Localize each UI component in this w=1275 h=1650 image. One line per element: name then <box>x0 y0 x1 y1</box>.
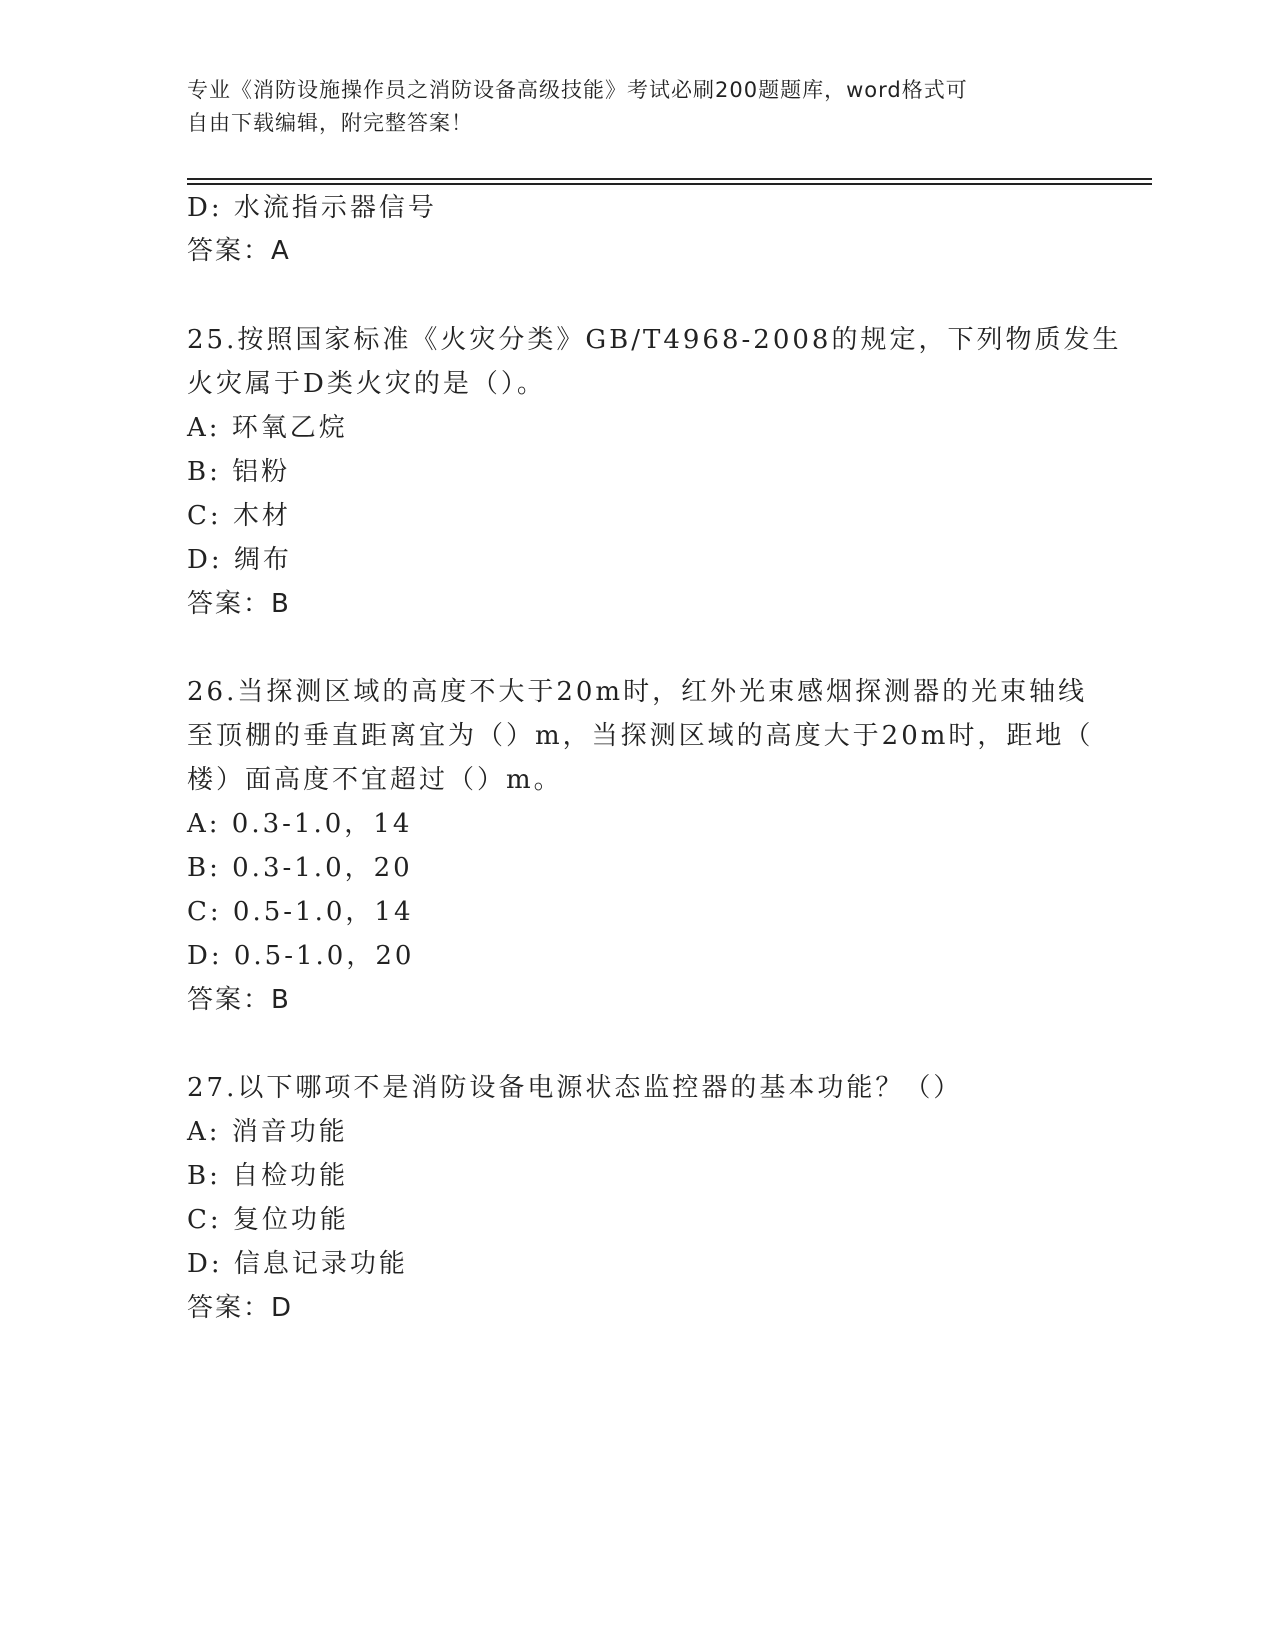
answer-line: 答案：B <box>187 985 291 1015</box>
question-stem-line: 27.以下哪项不是消防设备电源状态监控器的基本功能？（） <box>187 1073 963 1103</box>
question-stem-line: 25.按照国家标准《火灾分类》GB/T4968-2008的规定，下列物质发生 <box>187 325 1122 355</box>
option-c: C: 木材 <box>187 501 291 531</box>
question-stem-line: 至顶棚的垂直距离宜为（）m，当探测区域的高度大于20m时，距地（ <box>187 721 1094 751</box>
prev-question-answer: 答案：A <box>187 236 291 266</box>
answer-line: 答案：B <box>187 589 291 619</box>
option-c: C: 复位功能 <box>187 1205 349 1235</box>
option-b: B: 铝粉 <box>187 457 291 487</box>
option-b: B: 自检功能 <box>187 1161 349 1191</box>
option-c: C: 0.5-1.0，14 <box>187 897 414 927</box>
option-b: B: 0.3-1.0，20 <box>187 853 413 883</box>
option-a: A: 消音功能 <box>187 1117 348 1147</box>
header-line-2: 自由下载编辑，附完整答案！ <box>187 111 473 135</box>
answer-line: 答案：D <box>187 1293 294 1323</box>
document-header <box>187 74 1067 140</box>
header-divider-top <box>187 178 1152 180</box>
question-stem-line: 火灾属于D类火灾的是（）。 <box>187 369 546 399</box>
option-d: D: 绸布 <box>187 545 292 575</box>
option-d: D: 信息记录功能 <box>187 1249 408 1279</box>
question-stem-line: 楼）面高度不宜超过（）m。 <box>187 765 563 795</box>
question-stem-line: 26.当探测区域的高度不大于20m时，红外光束感烟探测器的光束轴线 <box>187 677 1088 707</box>
header-divider-bottom <box>187 183 1152 185</box>
option-a: A: 环氧乙烷 <box>187 413 348 443</box>
prev-question-option-d: D: 水流指示器信号 <box>187 193 437 223</box>
option-a: A: 0.3-1.0，14 <box>187 809 413 839</box>
header-line-1: 专业《消防设施操作员之消防设备高级技能》考试必刷200题题库，word格式可 <box>187 78 968 102</box>
option-d: D: 0.5-1.0，20 <box>187 941 415 971</box>
